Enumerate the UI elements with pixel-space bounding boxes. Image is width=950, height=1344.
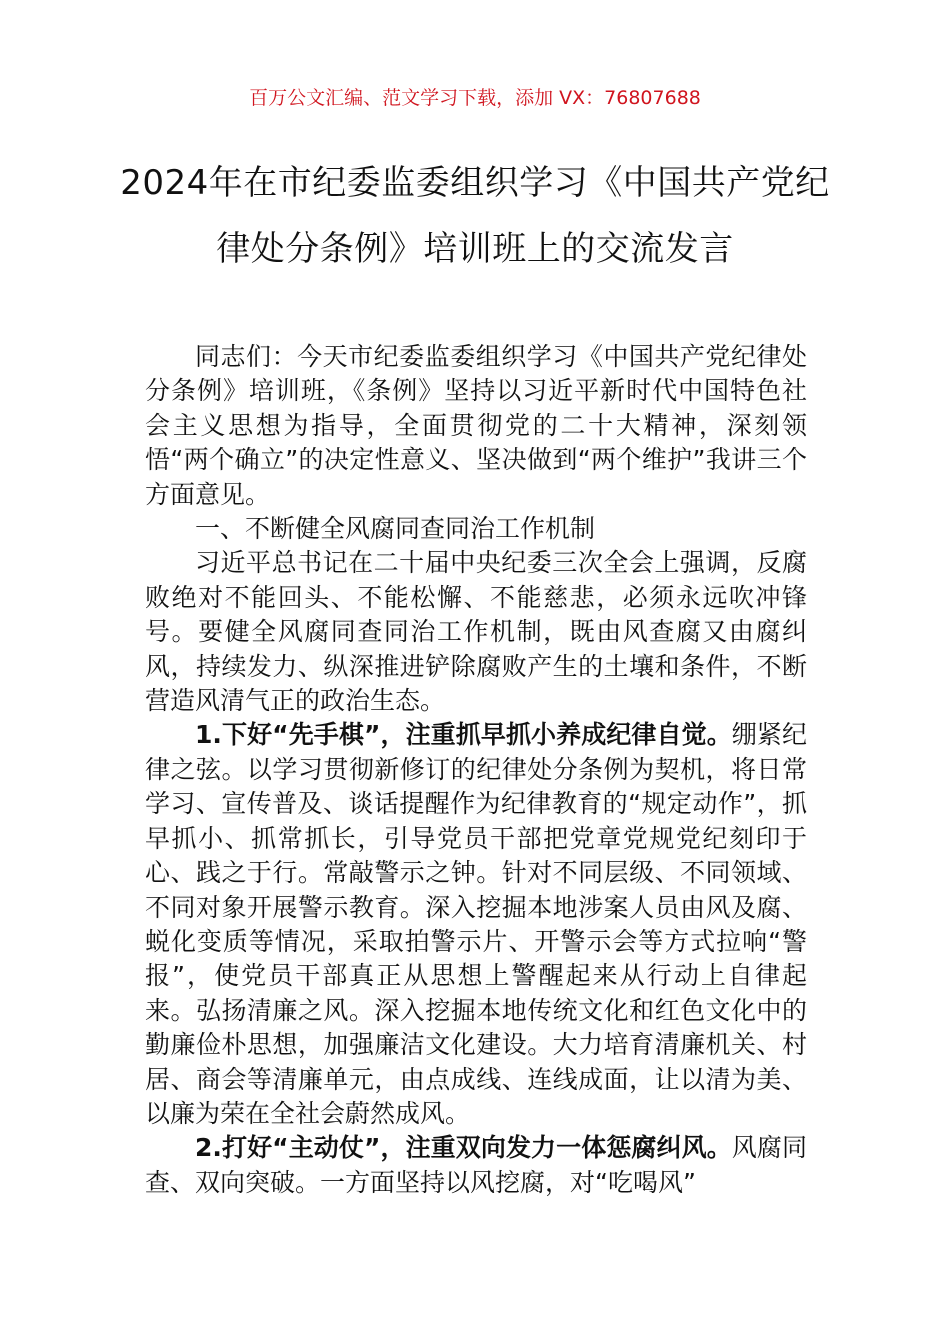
paragraph-lead: 1.下好“先手棋”，注重抓早抓小养成纪律自觉。 [195, 720, 732, 750]
paragraph-point-2 [145, 1131, 807, 1200]
paragraph-text: 习近平总书记在二十届中央纪委三次全会上强调，反腐败绝对不能回头、不能松懈、不能慈悲，必须永远吹冲锋号。要健全风腐同查同治工作机制，既由风查腐又由腐纠风，持续发力、纵深推进铲除腐败产生的土壤和条件，不断营造风清气正的政治生态。 [145, 548, 807, 716]
paragraph-text: 风腐同查、双向突破。一方面坚持以风挖腐，对“吃喝风” [145, 1133, 807, 1197]
document-body [145, 340, 807, 1200]
paragraph-lead: 2.打好“主动仗”，注重双向发力一体惩腐纠风。 [195, 1133, 732, 1163]
paragraph-intro [145, 546, 807, 718]
paragraph-text: 一、不断健全风腐同查同治工作机制 [195, 514, 596, 544]
paragraph-greeting [145, 340, 807, 512]
document-title: 2024年在市纪委监委组织学习《中国共产党纪律处分条例》培训班上的交流发言 [120, 163, 830, 269]
watermark-header: 百万公文汇编、范文学习下载，添加 VX：76807688 [249, 87, 701, 109]
paragraph-text: 绷紧纪律之弦。以学习贯彻新修订的纪律处分条例为契机，将日常学习、宣传普及、谈话提醒作为纪律教育的“规定动作”，抓早抓小、抓常抓长，引导党员干部把党章党规党纪刻印于心、践之于行。常敲警示之钟。针对不同层级、不同领域、不同对象开展警示教育。深入挖掘本地涉案人员由风及腐、蜕化变质等情况，采取拍警示片、开警示会等方式拉响“警报”，使党员干部真正从思想上警醒起来从行动上自律起来。弘扬清廉之风。深入挖掘本地传统文化和红色文化中的勤廉俭朴思想，加强廉洁文化建设。大力培育清廉机关、村居、商会等清廉单元，由点成线、连线成面，让以清为美、以廉为荣在全社会蔚然成风。 [145, 720, 807, 1128]
section-heading [145, 512, 807, 546]
paragraph-point-1 [145, 718, 807, 1131]
paragraph-text: 同志们：今天市纪委监委组织学习《中国共产党纪律处分条例》培训班，《条例》坚持以习近平新时代中国特色社会主义思想为指导，全面贯彻党的二十大精神，深刻领悟“两个确立”的决定性意义、坚决做到“两个维护”我讲三个方面意见。 [145, 342, 807, 509]
